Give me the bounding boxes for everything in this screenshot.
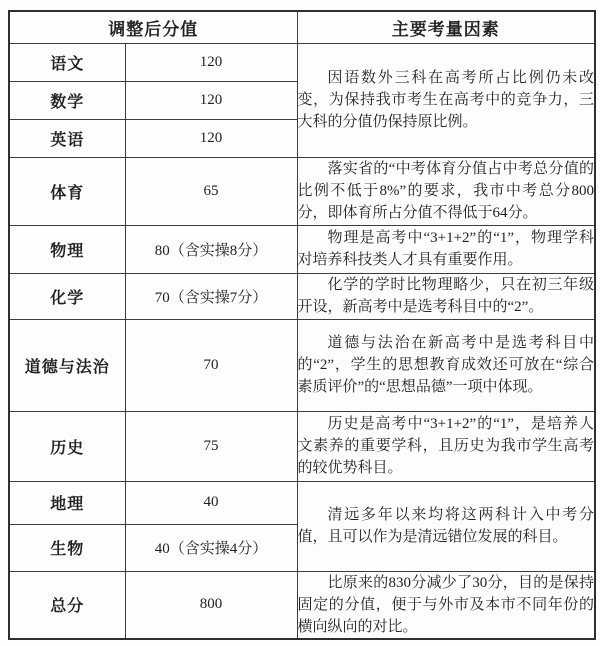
subject-english: 英语 (9, 119, 125, 157)
score-history: 75 (125, 411, 297, 481)
subject-history: 历史 (9, 411, 125, 481)
subject-biology: 生物 (9, 524, 125, 571)
score-pe: 65 (125, 157, 297, 225)
factor-languages: 因语数外三科在高考所占比例仍未改变，为保持我市考生在高考中的竞争力，三大科的分值仍保持原比例。 (297, 43, 595, 157)
score-geography: 40 (125, 481, 297, 524)
subject-chemistry: 化学 (9, 273, 125, 319)
factor-physics: 物理是高考中“3+1+2”的“1”，物理学科对培养科技类人才具有重要作用。 (297, 225, 595, 273)
header-adjusted-score: 调整后分值 (9, 11, 297, 43)
score-chinese: 120 (125, 43, 297, 81)
factor-geography-biology: 清远多年以来均将这两科计入中考分值，且可以作为是清远错位发展的科目。 (297, 481, 595, 571)
score-morality-law: 70 (125, 319, 297, 411)
factor-history: 历史是高考中“3+1+2”的“1”，是培养人文素养的重要学科，且历史为我市学生高考的较优势科目。 (297, 411, 595, 481)
subject-geography: 地理 (9, 481, 125, 524)
subject-total: 总分 (9, 571, 125, 639)
factor-morality-law: 道德与法治在新高考中是选考科目中的“2”，学生的思想教育成效还可放在“综合素质评价”的“思想品德”一项中体现。 (297, 319, 595, 411)
subject-pe: 体育 (9, 157, 125, 225)
subject-physics: 物理 (9, 225, 125, 273)
table-row (9, 319, 595, 411)
score-chemistry: 70（含实操7分） (125, 273, 297, 319)
subject-math: 数学 (9, 81, 125, 119)
subject-morality-law: 道德与法治 (9, 319, 125, 411)
score-physics: 80（含实操8分） (125, 225, 297, 273)
score-total: 800 (125, 571, 297, 639)
table-row (9, 157, 595, 225)
table-row (9, 411, 595, 481)
table-row (9, 225, 595, 273)
header-row (9, 11, 595, 43)
subject-chinese: 语文 (9, 43, 125, 81)
score-english: 120 (125, 119, 297, 157)
table-row (9, 571, 595, 639)
factor-total: 比原来的830分减少了30分，目的是保持固定的分值，便于与外市及本市不同年份的横向纵向的对比。 (297, 571, 595, 639)
table-row (9, 43, 595, 81)
score-biology: 40（含实操4分） (125, 524, 297, 571)
table-row (9, 273, 595, 319)
header-main-factors: 主要考量因素 (297, 11, 595, 43)
score-math: 120 (125, 81, 297, 119)
score-adjustment-table (8, 10, 596, 640)
table-row (9, 481, 595, 524)
factor-pe: 落实省的“中考体育分值占中考总分值的比例不低于8%”的要求，我市中考总分800分，即体育所占分值不得低于64分。 (297, 157, 595, 225)
factor-chemistry: 化学的学时比物理略少，只在初三年级开设，新高考中是选考科目中的“2”。 (297, 273, 595, 319)
